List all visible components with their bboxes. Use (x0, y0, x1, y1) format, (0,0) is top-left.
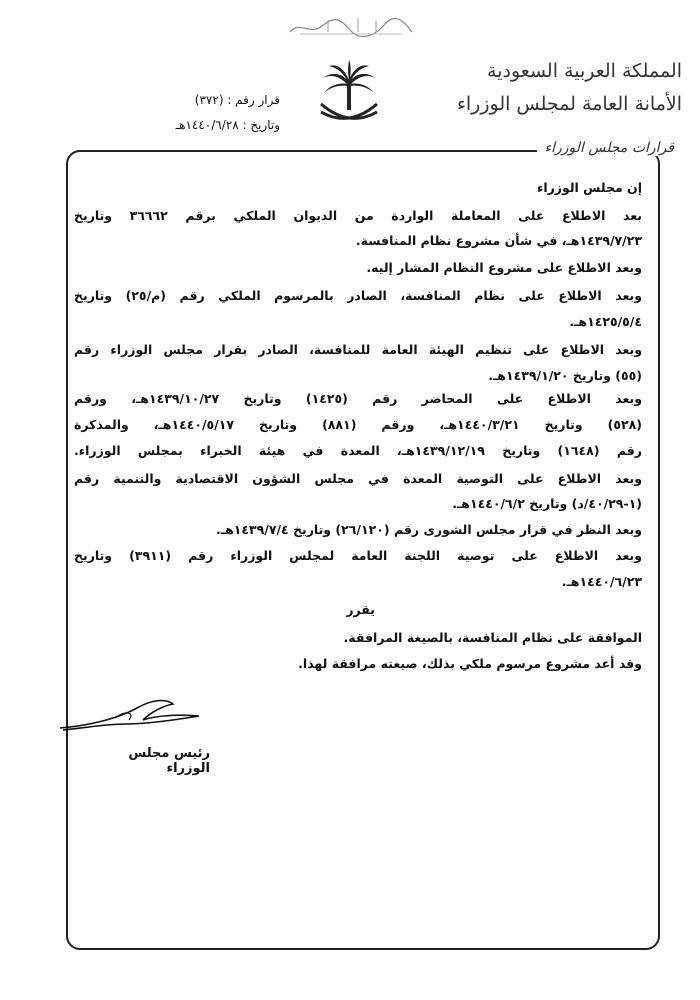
decision-number: قرار رقم : (٣٧٢) (194, 93, 280, 107)
body-line: ١٤٢٥/٥/٤هـ. (569, 314, 642, 329)
body-line: وبعد الاطلاع على المحاضر رقم (١٤٢٥) وتاريخ ١٤٣٩/١٠/٢٧هـ، ورقم (74, 391, 643, 406)
resolution-heading: يقرر (346, 602, 375, 617)
body-line: (٥٥) وتاريخ ١٤٣٩/١/٢٠هـ. (488, 368, 642, 383)
signature-mark (55, 690, 205, 740)
body-line: ١٤٤٠/٦/٢٣هـ. (561, 574, 642, 589)
body-line: وقد أعد مشروع مرسوم ملكي بذلك، صيغته مرافقة لهذا. (298, 656, 642, 671)
palm-swords-emblem-icon (313, 58, 385, 130)
body-line: الموافقة على نظام المنافسة، بالصيغة المرافقة. (343, 630, 642, 645)
body-line: (٥٢٨) وتاريخ ١٤٤٠/٣/٢١هـ، ورقم (٨٨١) وتاريخ ١٤٤٠/٥/١٧هـ، والمذكرة (74, 417, 642, 432)
body-line: وبعد الاطلاع على التوصية المعدة في مجلس الشؤون الاقتصادية والتنمية رقم (74, 471, 642, 486)
frame-tab-title: قرارات مجلس الوزراء (537, 140, 682, 156)
body-line: رقم (١٦٤٨) وتاريخ ١٤٣٩/١٢/١٩هـ، المعدة في هيئة الخبراء بمجلس الوزراء. (74, 443, 642, 458)
body-line: (١-٤٠/٢٩/د) وتاريخ ١٤٤٠/٦/٢هـ. (452, 496, 642, 511)
body-line: وبعد الاطلاع على تنظيم الهيئة العامة للمنافسة، الصادر بقرار مجلس الوزراء رقم (74, 342, 642, 357)
body-line: بعد الاطلاع على المعاملة الواردة من الديوان الملكي برقم ٣٦٦٦٢ وتاريخ (74, 208, 642, 223)
body-line: إن مجلس الوزراء (536, 180, 642, 195)
decision-date: وتاريخ : ١٤٤٠/٦/٢٨هـ (175, 118, 280, 132)
body-line: وبعد الاطلاع على توصية اللجنة العامة لمجلس الوزراء رقم (٣٩١١) وتاريخ (74, 548, 642, 563)
body-line: ١٤٣٩/٧/٢٣هـ، في شأن مشروع نظام المنافسة. (355, 233, 642, 248)
org-title-secretariat: الأمانة العامة لمجلس الوزراء (456, 93, 682, 115)
org-title-kingdom: المملكة العربية السعودية (487, 60, 682, 82)
basmala-calligraphy (280, 12, 420, 42)
body-line: وبعد الاطلاع على مشروع النظام المشار إليه. (366, 260, 642, 275)
body-line: وبعد الاطلاع على نظام المنافسة، الصادر بالمرسوم الملكي رقم (م/٢٥) وتاريخ (74, 288, 642, 303)
signer-title: رئيس مجلس الوزراء (128, 746, 210, 776)
body-line: وبعد النظر في قرار مجلس الشورى رقم (٢٦/١٢٠) وتاريخ ١٤٣٩/٧/٤هـ. (216, 522, 642, 537)
